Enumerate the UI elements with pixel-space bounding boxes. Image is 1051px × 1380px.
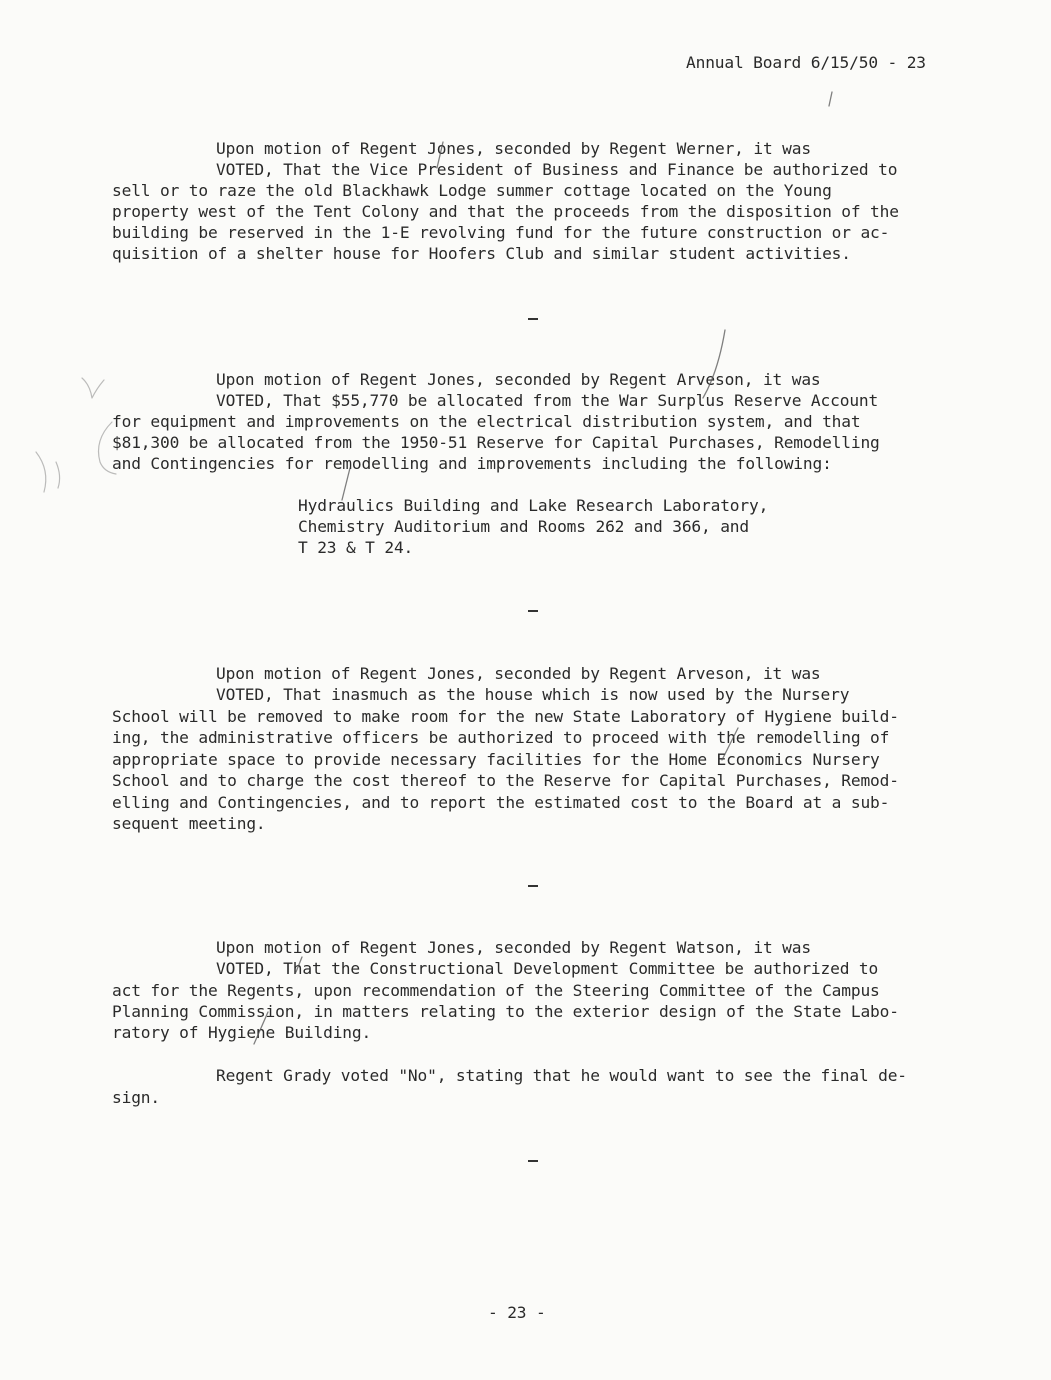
section-separator	[528, 610, 538, 612]
motion-2-list-item: Chemistry Auditorium and Rooms 262 and 366, and	[298, 517, 749, 536]
motion-2-list-item: Hydraulics Building and Lake Research Laboratory,	[298, 496, 769, 515]
motion-2-line: for equipment and improvements on the electrical distribution system, and that	[112, 412, 861, 431]
motion-1-intro: Upon motion of Regent Jones, seconded by Regent Werner, it was	[216, 139, 811, 158]
motion-4-line: Planning Commission, in matters relating to the exterior design of the State Labo-	[112, 1002, 899, 1021]
motion-4-voted: VOTED, That the Constructional Development Committee be authorized to	[216, 959, 879, 978]
motion-4-line: act for the Regents, upon recommendation of the Steering Committee of the Campus	[112, 981, 880, 1000]
motion-3-line: ing, the administrative officers be authorized to proceed with the remodelling of	[112, 728, 890, 747]
motion-2-intro: Upon motion of Regent Jones, seconded by Regent Arveson, it was	[216, 370, 821, 389]
motion-1-line: sell or to raze the old Blackhawk Lodge summer cottage located on the Young	[112, 181, 832, 200]
motion-3-intro: Upon motion of Regent Jones, seconded by Regent Arveson, it was	[216, 664, 821, 683]
motion-2-list-item: T 23 & T 24.	[298, 538, 414, 557]
motion-1-voted: VOTED, That the Vice President of Business and Finance be authorized to	[216, 160, 898, 179]
motion-4-note: Regent Grady voted "No", stating that he would want to see the final de-	[216, 1066, 907, 1085]
motion-2-line: and Contingencies for remodelling and improvements including the following:	[112, 454, 832, 473]
section-separator	[528, 318, 538, 320]
motion-3-line: elling and Contingencies, and to report the estimated cost to the Board at a sub-	[112, 793, 890, 812]
motion-3-line: sequent meeting.	[112, 814, 266, 833]
motion-2-line: $81,300 be allocated from the 1950-51 Reserve for Capital Purchases, Remodelling	[112, 433, 880, 452]
motion-1-line: property west of the Tent Colony and that the proceeds from the disposition of the	[112, 202, 899, 221]
section-separator	[528, 1160, 538, 1162]
motion-4-line: ratory of Hygiene Building.	[112, 1023, 372, 1042]
motion-3-line: School and to charge the cost thereof to the Reserve for Capital Purchases, Remod-	[112, 771, 899, 790]
motion-4-note: sign.	[112, 1088, 160, 1107]
motion-1-line: building be reserved in the 1-E revolving fund for the future construction or ac-	[112, 223, 890, 242]
running-head: Annual Board 6/15/50 - 23	[686, 53, 926, 72]
motion-4-intro: Upon motion of Regent Jones, seconded by Regent Watson, it was	[216, 938, 811, 957]
motion-3-line: School will be removed to make room for the new State Laboratory of Hygiene build-	[112, 707, 899, 726]
section-separator	[528, 885, 538, 887]
motion-2-voted: VOTED, That $55,770 be allocated from the War Surplus Reserve Account	[216, 391, 879, 410]
motion-3-line: appropriate space to provide necessary facilities for the Home Economics Nursery	[112, 750, 880, 769]
motion-1-line: quisition of a shelter house for Hoofers Club and similar student activities.	[112, 244, 851, 263]
motion-3-voted: VOTED, That inasmuch as the house which is now used by the Nursery	[216, 685, 850, 704]
page-number: - 23 -	[488, 1303, 546, 1322]
